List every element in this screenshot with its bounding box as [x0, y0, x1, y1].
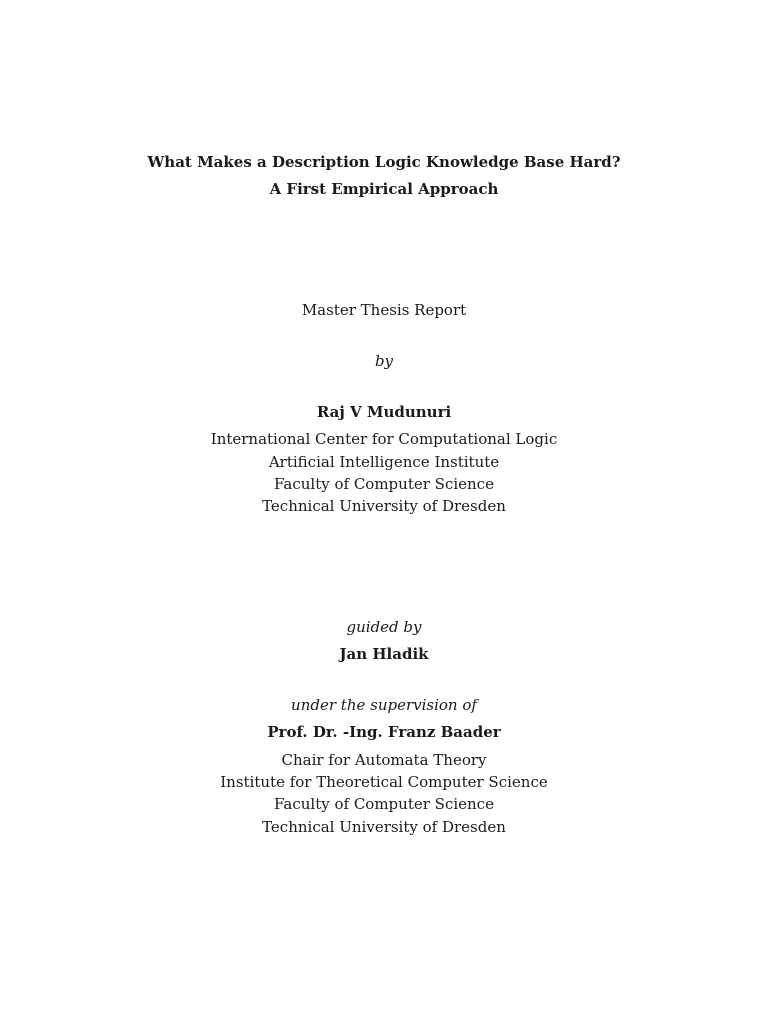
author-affiliation-line: Technical University of Dresden	[262, 497, 506, 515]
author-name: Raj V Mudunuri	[316, 403, 452, 421]
guided-by-label: guided by	[346, 618, 422, 636]
supervisor-name: Prof. Dr. -Ing. Franz Baader	[267, 723, 501, 741]
author-affiliation-line: International Center for Computational Logic	[210, 430, 558, 448]
supervision-label: under the supervision of	[291, 696, 477, 714]
supervisor-affiliation-line: Technical University of Dresden	[262, 818, 506, 836]
title-line-2: A First Empirical Approach	[269, 180, 499, 198]
supervisor-affiliation-line: Chair for Automata Theory	[281, 751, 487, 769]
author-affiliation-line: Faculty of Computer Science	[274, 475, 494, 493]
supervisor-affiliation-line: Faculty of Computer Science	[274, 795, 494, 813]
guide-name: Jan Hladik	[339, 645, 429, 663]
author-affiliation-line: Artificial Intelligence Institute	[268, 453, 500, 471]
report-type: Master Thesis Report	[301, 301, 467, 319]
title-line-1: What Makes a Description Logic Knowledge Base Hard?	[147, 153, 621, 171]
supervisor-affiliation-line: Institute for Theoretical Computer Science	[220, 773, 548, 791]
by-label: by	[374, 352, 394, 370]
